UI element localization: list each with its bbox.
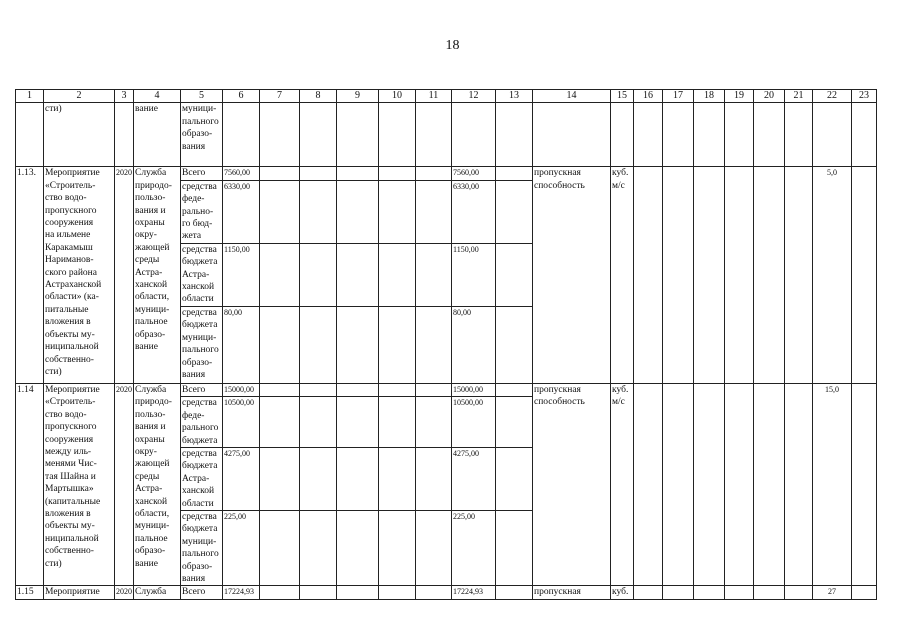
measure-name: Мероприятие «Строитель- ство водо- пропускного сооружения на ильмене Каракамыш Нариманов- ского района Астраханской области» (ка- питальные вложения в объекты му- ниципальной собственно- сти) [44,167,115,383]
executor: Служба природо- пользо- вания и охраны окру- жающей среды Астра- ханской области, муници- пальное образо- вание [134,167,181,383]
col-header: 9 [337,90,379,103]
program-table [15,89,877,600]
source-label: средства феде- рального бюджета [181,397,223,448]
amount-total: 225,00 [223,510,260,585]
col-header: 1 [16,90,44,103]
col-header: 11 [416,90,452,103]
amount-2020: 225,00 [452,510,496,585]
year: 2020 [115,167,134,383]
col-header: 12 [452,90,496,103]
source-label: средства феде- рально- го бюд- жета [181,180,223,243]
col-header: 6 [223,90,260,103]
amount-2020: 80,00 [452,306,496,383]
amount-2020: 15000,00 [452,383,496,396]
indicator-unit: куб. м/с [611,167,634,383]
indicator-name: пропускная способность [533,383,611,586]
source-label: средства бюджета Астра- ханской области [181,243,223,306]
col-header: 20 [754,90,785,103]
indicator-unit: куб. м/с [611,383,634,586]
amount-2020: 1150,00 [452,243,496,306]
amount-total: 80,00 [223,306,260,383]
row-number: 1.14 [16,383,44,586]
table-row [16,167,877,180]
col-header: 15 [611,90,634,103]
source-label: средства бюджета муници- пального образо- вания [181,306,223,383]
continued-name: сти) [44,103,115,167]
col-header: 21 [785,90,813,103]
amount-total: 17224,93 [223,586,260,599]
year: 2020 [115,586,134,599]
col-header: 14 [533,90,611,103]
col-header: 17 [663,90,694,103]
indicator-unit: куб. [611,586,634,599]
source-label: Всего [181,586,223,599]
col-header: 23 [852,90,877,103]
amount-total: 4275,00 [223,447,260,510]
continued-source: муници- пального образо- вания [181,103,223,167]
amount-total: 10500,00 [223,397,260,448]
col-header: 16 [634,90,663,103]
amount-total: 1150,00 [223,243,260,306]
measure-name: Мероприятие [44,586,115,599]
indicator-value: 15,0 [813,383,852,586]
source-label: средства бюджета муници- пального образо- вания [181,510,223,585]
year: 2020 [115,383,134,586]
column-header-row [16,90,877,103]
col-header: 8 [300,90,337,103]
row-number: 1.15 [16,586,44,599]
amount-2020: 10500,00 [452,397,496,448]
amount-total: 6330,00 [223,180,260,243]
col-header: 22 [813,90,852,103]
indicator-name: пропускная [533,586,611,599]
col-header: 19 [725,90,754,103]
page-number: 18 [445,38,460,53]
indicator-value: 27 [813,586,852,599]
continuation-row [16,103,877,167]
row-number: 1.13. [16,167,44,383]
indicator-name: пропускная способность [533,167,611,383]
amount-2020: 6330,00 [452,180,496,243]
amount-total: 7560,00 [223,167,260,180]
col-header: 3 [115,90,134,103]
col-header: 13 [496,90,533,103]
amount-2020: 7560,00 [452,167,496,180]
executor: Служба [134,586,181,599]
amount-2020: 17224,93 [452,586,496,599]
col-header: 5 [181,90,223,103]
continued-executor: вание [134,103,181,167]
amount-2020: 4275,00 [452,447,496,510]
col-header: 10 [379,90,416,103]
measure-name: Мероприятие «Строитель- ство водо- пропускного сооружения между иль- менями Чис- тая Шайна и Мартышка» (капитальные вложения в объекты му- ниципальной собственно- сти) [44,383,115,586]
source-label: Всего [181,383,223,396]
col-header: 18 [694,90,725,103]
table-row [16,586,877,599]
col-header: 2 [44,90,115,103]
executor: Служба природо- пользо- вания и охраны окру- жающей среды Астра- ханской области, муници- пальное образо- вание [134,383,181,586]
col-header: 7 [260,90,300,103]
table-row [16,383,877,396]
amount-total: 15000,00 [223,383,260,396]
indicator-value: 5,0 [813,167,852,383]
source-label: Всего [181,167,223,180]
source-label: средства бюджета Астра- ханской области [181,447,223,510]
col-header: 4 [134,90,181,103]
